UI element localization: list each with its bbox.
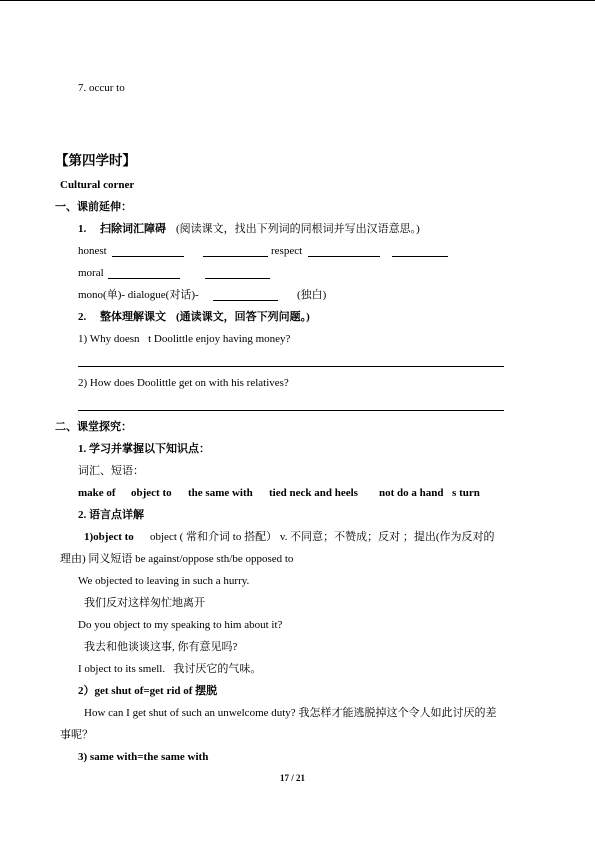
answer-blank [112, 256, 184, 257]
point1-text-cont: 理由) 同义短语 be against/oppose sth/be opposed to [60, 553, 294, 565]
answer-blank [392, 256, 448, 257]
word-mono: mono(单)- dialogue(对话)- [78, 289, 199, 301]
word-respect: respect [271, 245, 303, 257]
header-rule [0, 0, 595, 1]
prev-item: 7. occur to [78, 82, 125, 94]
point2-text: How can I get shut of such an unwelcome duty? 我怎样才能逃脱掉这个令人如此讨厌的差 [84, 707, 497, 719]
question-2: 2) How does Doolittle get on with his relatives? [78, 377, 289, 389]
example-zh: 我们反对这样匆忙地离开 [84, 597, 205, 609]
point2-text-cont: 事呢？ [60, 729, 93, 741]
answer-line [78, 410, 504, 411]
example-en: We objected to leaving in such a hurry. [78, 575, 250, 587]
page-number: 17 / 21 [280, 773, 306, 783]
point3-head: 3) same with=the same with [78, 751, 209, 763]
word-honest: honest [78, 245, 107, 257]
answer-blank [108, 278, 180, 279]
learning-task-title: 1. 学习并掌握以下知识点： [78, 443, 210, 455]
phrase-item: the same with [188, 487, 253, 499]
question-1: 1) Why doesn t Doolittle enjoy having money? [78, 333, 291, 345]
answer-line [78, 366, 504, 367]
answer-blank [213, 300, 278, 301]
vocab-label: 词汇、短语： [78, 465, 144, 477]
phrase-item: make of [78, 487, 116, 499]
task2-number: 2. [78, 311, 87, 323]
example-mixed: I object to its smell. 我讨厌它的气味。 [78, 663, 262, 675]
answer-blank [308, 256, 380, 257]
phrase-item: tied neck and heels [269, 487, 358, 499]
word-mono-note: (独白) [297, 289, 327, 301]
point1-text: object ( 常和介词 to 搭配） v. 不同意；不赞成；反对 ；提出(作为反对的 [150, 531, 495, 543]
task1-number: 1. [78, 223, 87, 235]
answer-blank [203, 256, 268, 257]
example-en: Do you object to my speaking to him about it? [78, 619, 283, 631]
part1-heading: 一、课前延伸： [55, 201, 132, 213]
task1-title: 扫除词汇障碍 [100, 223, 166, 235]
language-points-title: 2. 语言点详解 [78, 509, 144, 521]
point2-head: 2）get shut of=get rid of 摆脱 [78, 685, 218, 697]
subsection-title: Cultural corner [60, 179, 135, 191]
section-title: 【第四学时】 [55, 153, 136, 168]
point1-head: 1)object to [84, 531, 134, 543]
task2-instruction: (通读课文，回答下列问题。) [176, 311, 310, 323]
phrase-item: not do a hand s turn [379, 487, 480, 499]
phrase-item: object to [131, 487, 172, 499]
task2-title: 整体理解课文 [100, 311, 166, 323]
example-zh: 我去和他谈谈这事, 你有意见吗? [84, 641, 238, 653]
answer-blank [205, 278, 270, 279]
part2-heading: 二、课堂探究： [55, 421, 132, 433]
task1-instruction: (阅读课文，找出下列词的同根词并写出汉语意思。) [176, 223, 420, 235]
word-moral: moral [78, 267, 104, 279]
